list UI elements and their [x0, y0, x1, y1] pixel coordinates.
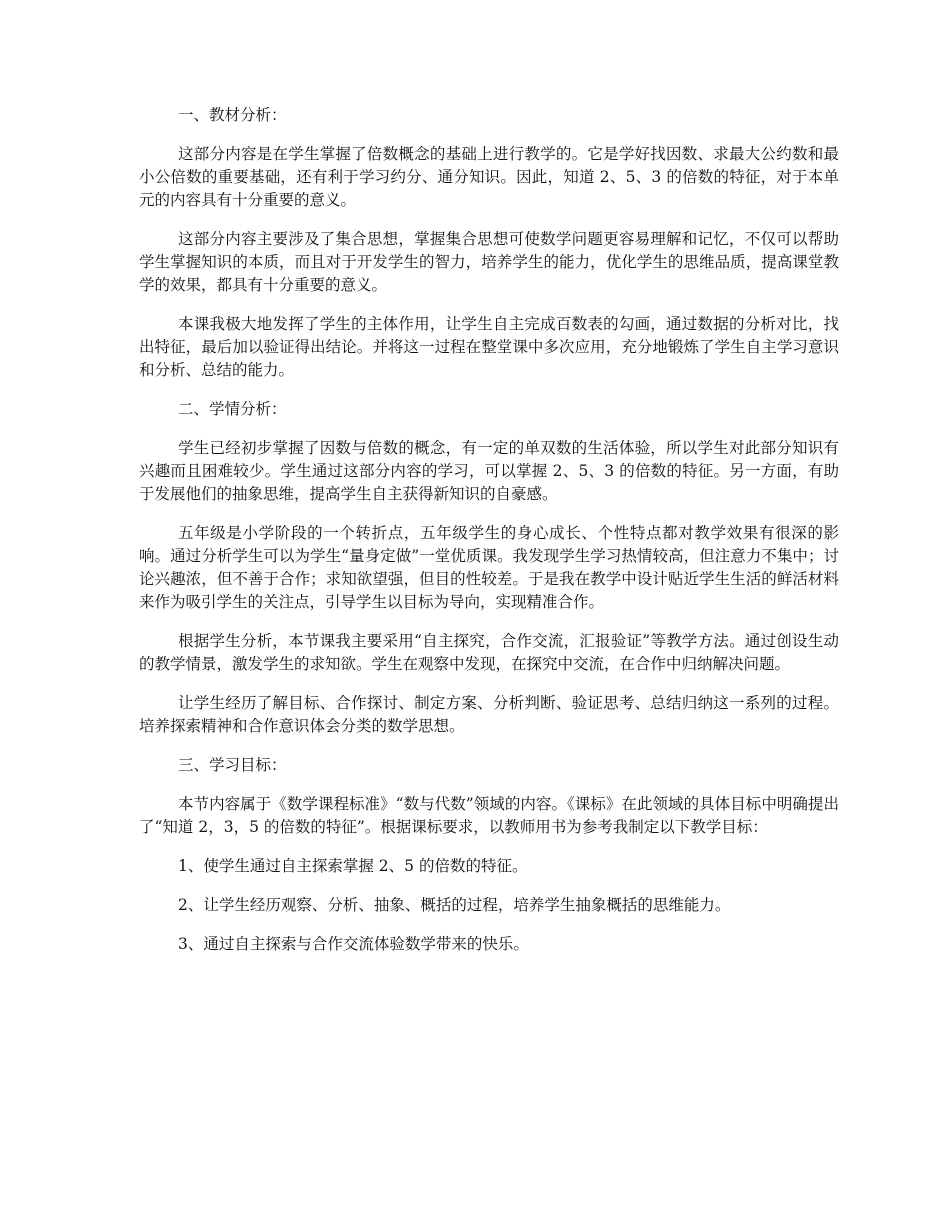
- body-paragraph: 本课我极大地发挥了学生的主体作用，让学生自主完成百数表的勾画，通过数据的分析对比，找出特征，最后加以验证得出结论。并将这一过程在整堂课中多次应用，充分地锻炼了学生自主学习意识和分析、总结的能力。: [139, 315, 839, 379]
- objective-item-1: 1、使学生通过自主探索掌握 2、5 的倍数的特征。: [178, 857, 528, 875]
- section-heading-textbook-analysis: 一、教材分析：: [178, 106, 287, 124]
- body-paragraph: 本节内容属于《数学课程标准》“数与代数”领域的内容。《课标》在此领域的具体目标中明确提出了“知道 2，3，5 的倍数的特征”。根据课标要求，以教师用书为参考我制定以下教学目标：: [139, 795, 839, 836]
- body-paragraph: 学生已经初步掌握了因数与倍数的概念，有一定的单双数的生活体验，所以学生对此部分知识有兴趣而且困难较少。学生通过这部分内容的学习，可以掌握 2、5、3 的倍数的特征。另一方面，有助于发展他们的抽象思维，提高学生自主获得新知识的自豪感。: [139, 439, 839, 503]
- body-paragraph: 这部分内容主要涉及了集合思想，掌握集合思想可使数学问题更容易理解和记忆，不仅可以帮助学生掌握知识的本质，而且对于开发学生的智力，培养学生的能力，优化学生的思维品质，提高课堂教学的效果，都具有十分重要的意义。: [139, 230, 839, 294]
- objective-item-2: 2、让学生经历观察、分析、抽象、概括的过程，培养学生抽象概括的思维能力。: [178, 896, 731, 914]
- body-paragraph: 根据学生分析，本节课我主要采用“自主探究，合作交流，汇报验证”等教学方法。通过创设生动的教学情景，激发学生的求知欲。学生在观察中发现，在探究中交流，在合作中归纳解决问题。: [139, 632, 839, 673]
- section-heading-learner-analysis: 二、学情分析：: [178, 400, 287, 418]
- objective-item-3: 3、通过自主探索与合作交流体验数学带来的快乐。: [178, 935, 529, 953]
- body-paragraph: 让学生经历了解目标、合作探讨、制定方案、分析判断、验证思考、总结归纳这一系列的过程。培养探索精神和合作意识体会分类的数学思想。: [139, 694, 839, 735]
- body-paragraph: 五年级是小学阶段的一个转折点，五年级学生的身心成长、个性特点都对教学效果有很深的影响。通过分析学生可以为学生“量身定做”一堂优质课。我发现学生学习热情较高，但注意力不集中；讨论兴趣浓，但不善于合作；求知欲望强，但目的性较差。于是我在教学中设计贴近学生生活的鲜活材料来作为吸引学生的关注点，引导学生以目标为导向，实现精准合作。: [139, 524, 839, 611]
- body-paragraph: 这部分内容是在学生掌握了倍数概念的基础上进行教学的。它是学好找因数、求最大公约数和最小公倍数的重要基础，还有利于学习约分、通分知识。因此，知道 2、5、3 的倍数的特征，对于本单元的内容具有十分重要的意义。: [139, 145, 839, 209]
- section-heading-learning-objectives: 三、学习目标：: [178, 756, 287, 774]
- document-page: [139, 104, 839, 972]
